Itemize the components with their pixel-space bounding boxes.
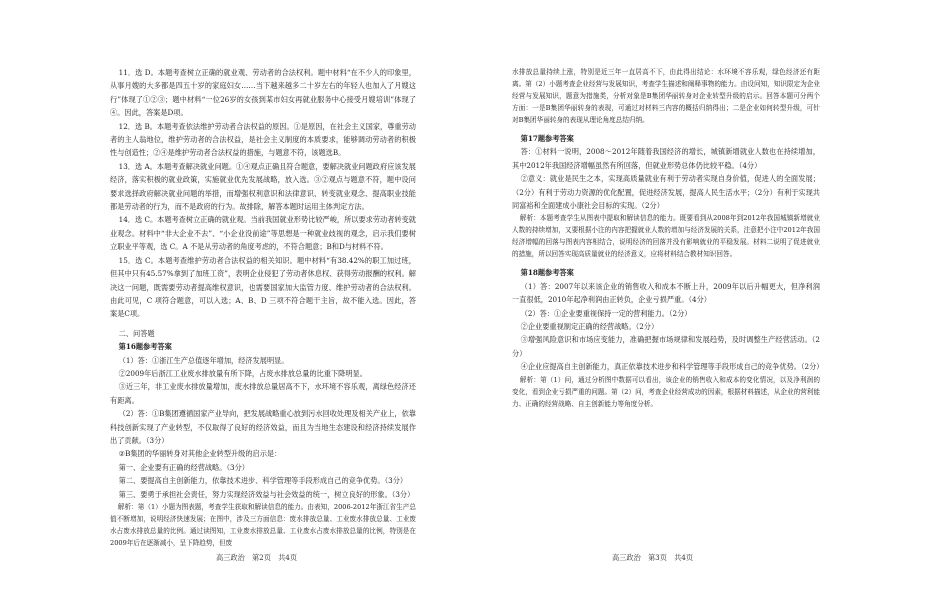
right-page-column bbox=[512, 66, 824, 410]
q16-answer-line: 第三、要勇于承担社会责任，努力实现经济效益与社会效益的统一，树立良好的形象。（3分） bbox=[118, 489, 415, 499]
q17-heading: 第17题参考答案 bbox=[520, 134, 574, 143]
q18-answer-line: （1）答：2007年以来该企业的销售收入和成本不断上升，2009年以后升幅更大，但净利润一直很低，2010年起净利润由正转负，企业亏损严重。（4分） bbox=[512, 281, 820, 305]
q18-answer-line: ④企业应提高自主创新能力，真正依靠技术进步和科学管理等手段形成自己的竞争优势。（2分） bbox=[520, 362, 824, 372]
q16-answer-line: ②B集团的华丽转身对其他企业转型升级的启示是： bbox=[118, 449, 282, 459]
q16-answer-line: （2）答：①B集团遵循国家产业导向，把发展战略重心放到污水回收处理及相关产业上，依靠科技创新实现了产业转型，不仅取得了良好的经济效益，而且为当地生态建设和经济持续发展作出了贡献。（3分） bbox=[110, 409, 416, 445]
q16-answer-line: （1）答：①浙江生产总值逐年增加，经济发展明显。 bbox=[118, 355, 289, 365]
q16-answer-line: 第二、要提高自主创新能力，依靠技术进步、科学管理等手段形成自己的竞争优势。（3分） bbox=[118, 476, 408, 486]
q18-explanation: 解析：第（1）问，通过分析图中数据可以看出，该企业的销售收入和成本的变化情况，以及净利润的变化，看到企业亏损严重的问题。第（2）问，考查企业经营成功的因素，根据材料描述，从企业的营利能力、正确的经营战略、自主创新能力等角度分析。 bbox=[512, 375, 820, 408]
q16-heading: 第16题参考答案 bbox=[118, 342, 172, 352]
left-page-column bbox=[110, 66, 416, 549]
q18-answer-line: ③增强风险意识和市场应变能力，准确把握市场规律和发展趋势，及时调整生产经营活动。（2分） bbox=[512, 335, 820, 358]
answer-13: 13．选 A。本题考查解决就业问题。①④观点正确且符合题意，要解决就业问题政府应该发展经济，落实积极的就业政策，实施就业优先发展战略，放入选。③②观点与题意不符，题中设问要求选择政府解决就业问题的举措，而增强权利意识和法律意识、转变就业观念、提高职业技能都是劳动者的行为，而不是政府的行为。故排除，解答本题时运用主体判定方法。 bbox=[110, 161, 416, 212]
q18-answer-line: ②企业要重视制定正确的经营战略。（2分） bbox=[520, 322, 659, 332]
q16-explanation: 解析：第（1）小题为图表题，考查学生获取和解读信息的能力。由表知，2006-2012年浙江省生产总值不断增加，说明经济快速发展；在图中，涉及三方面信息：废水排放总量、工业废水排放总量、工业废水占废水排放总量的比例。通过读图知，工业废水排放总量、工业废水占废水排放总量的比例，特别是在2009年后在逐渐减小，呈下降趋势，但废 bbox=[110, 503, 416, 547]
q16-answer-line: ③近三年，非工业废水排放量增加，废水排放总量居高不下，水环境不容乐观，离绿色经济还有距离。 bbox=[110, 382, 416, 405]
q16-explanation-continued: 水排放总量持续上涨，特别是近三年一直居高不下，由此得出结论：水环境不容乐观，绿色经济还有距离。第（2）小题考查企业经营与发展知识，考查学生描述和阐释事物的能力。由设问知，知识限定为企业经营与发展知识，题意为措施类，分析对象是B集团华丽转身对企业转型升级的启示。回答本题可分两个方面：一是B集团华丽转身的表现，可通过对材料三内容的概括归纳得出；二是企业如何转型升级，可针对B集团华丽转身的表现从理论角度总结归纳。 bbox=[512, 68, 820, 124]
answer-15: 15．选 C。本题考查维护劳动者合法权益的相关知识。题中材料“有38.42%的职工加过班，但其中只有45.57%拿到了加班工资”，表明企业侵犯了劳动者休息权、获得劳动报酬的权利。解决这一问题，既需要劳动者提高维权意识，也需要国家加大监管力度、维护劳动者的合法权利。由此可见，C 项符合题意，可以入选；A、B、D 三项不符合题干主旨，故不能入选。因此，答案是C项。 bbox=[110, 255, 416, 319]
q17-answer-line: ②意义：就业是民生之本，实现高质量就业有利于劳动者实现自身价值，促进人的全面发展；（2分）有利于劳动力资源的优化配置，促进经济发展，提高人民生活水平；（2分）有利于实现共同富裕和全面建成小康社会目标的实现。（2分） bbox=[512, 174, 820, 211]
answer-14: 14．选 C。本题考查树立正确的就业观。当前我国就业形势比较严峻，所以要求劳动者转变就业观念。材料中“非大企业不去”、“小企业没前途”等思想是一种就业歧视的观念，启示我们要树立职业平等观，选 C。A 不是从劳动者的角度考虑的，不符合题意；B和D与材料不符。 bbox=[110, 215, 416, 252]
q16-answer-line: 第一、企业要有正确的经营战略。（3分） bbox=[118, 462, 249, 472]
section-heading: 二、问答题 bbox=[118, 328, 155, 338]
q18-heading: 第18题参考答案 bbox=[520, 268, 574, 278]
q17-answer-line: 答：①材料一说明，2008～2012年随着我国经济的增长，城镇新增就业人数也在持续增加，其中2012年我国经济增幅虽然有所回落，但就业形势总体仍比较平稳。（4分） bbox=[512, 147, 820, 170]
left-page-footer: 高三政治 第2页 共4页 bbox=[216, 553, 298, 562]
q16-answer-line: ②2009年后浙江工业废水排放量有所下降，占废水排放总量的比重下降明显。 bbox=[118, 368, 367, 378]
answer-12: 12．选 B。本题考查依法维护劳动者合法权益的原因。①是原因，在社会主义国家，尊重劳动者的主人翁地位，维护劳动者的合法权益，是社会主义制度的本质要求，能够调动劳动者的积极性与创造性；②④是维护劳动者合法权益的措施，与题意不符，该题选B。 bbox=[110, 121, 416, 158]
q18-answer-line: （2）答：①企业要重视保持一定的营利能力。（2分） bbox=[520, 308, 692, 318]
right-page-footer: 高三政治 第3页 共4页 bbox=[612, 553, 694, 562]
q17-explanation: 解析：本题考查学生从图表中提取和解读信息的能力。既要看到从2008年到2012年我国城镇新增就业人数的持续增加，又要根据小注的内容把握就业人数的增加与经济发展的关系，注意把小注中2012年我国经济增幅的回落与图表内容相结合，说明经济的回落并没有影响就业的平稳发展。材料二说明了促进就业的措施，所以回答实现高质量就业的经济意义，应将材料结合教材知识回答。 bbox=[512, 214, 820, 259]
answer-11: 11．选 D。本题考查树立正确的就业观、劳动者的合法权利。题中材料“在不少人的印象里，从事月嫂的大多都是四五十岁的家庭妇女……当下越来越多二十岁左右的年轻人也加入了月嫂这行”体现了①②③；题中材料“一位26岁的女孩到某市妇女再就业服务中心接受月嫂培训”体现了④。因此，答案是D项。 bbox=[110, 68, 416, 118]
